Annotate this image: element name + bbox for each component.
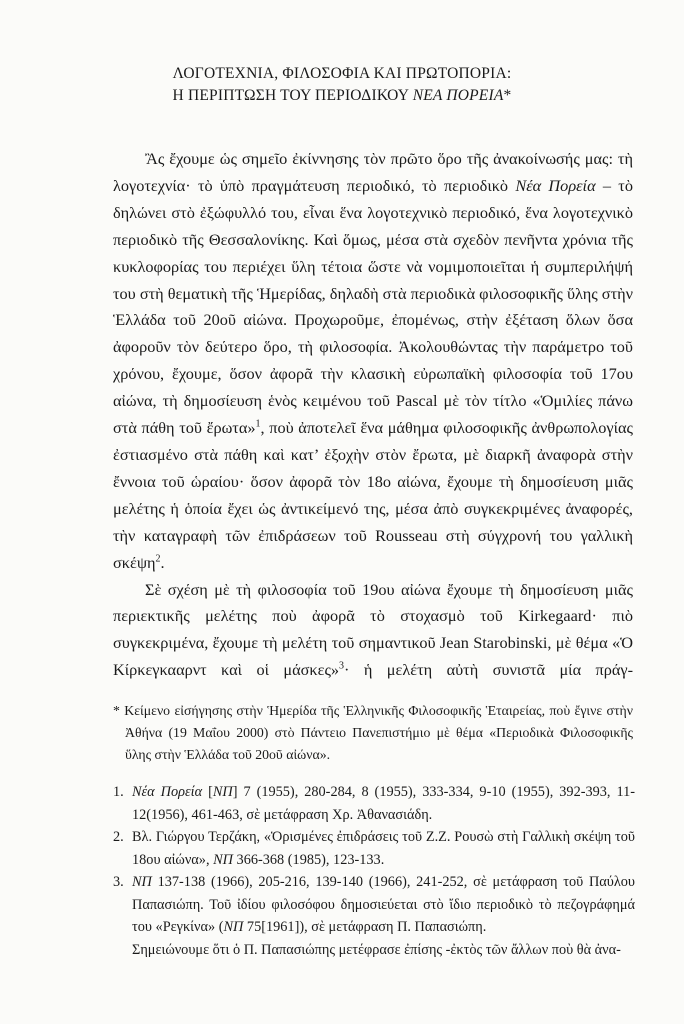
footnote-ref-2[interactable]: 2 <box>155 553 161 565</box>
journal-name: ΝΕΑ ΠΟΡΕΙΑ <box>412 87 504 104</box>
footnote-1-mid: [ <box>202 784 213 800</box>
footnote-3-rest-b: 75[1961]), σὲ μετάφραση Π. Παπασιώπη. <box>243 919 487 935</box>
footnote-number: 1. <box>113 784 124 800</box>
footnote-2 <box>113 826 635 871</box>
paragraph-1-text-c: , ποὺ ἀποτελεῖ ἕνα μάθημα φιλοσοφικῆς ἀνθρωπολογίας ἐστιασμένο στὰ πάθη καὶ κατ’ ἐξοχὴν στὸν ἔρωτα, μὲ διαρκῆ ἀναφορὰ στὴν ἔννοια τοῦ ὡραίου· ὅσον ἀφορᾶ τὸν 18ο αἰώνα, ἔχουμε τὴ δημοσίευση μιᾶς μελέτης ἡ ὁποία ἔχει ὡς ἀντικείμενό της, μέσα ἀπὸ συγκεκριμένες ἀναφορές, τὴν καταγραφὴ τῶν ἐπιδράσεων τοῦ Rousseau στὴ σύγχρονή του γαλλικὴ σκέψη <box>113 418 633 572</box>
paragraph-2-text-b: · ἡ μελέτη αὐτὴ συνιστᾶ μία πράγ- <box>344 660 633 680</box>
paragraph-2-text-a: Σὲ σχέση μὲ τὴ φιλοσοφία τοῦ 19ου αἰώνα ἔχουμε τὴ δημοσίευση μιᾶς περιεκτικῆς μελέτης ποὺ ἀφορᾶ τὸ στοχασμὸ τοῦ Kirkegaard· πιὸ συγκεκριμένα, ἔχουμε τὴ μελέτη τοῦ σημαντικοῦ Jean Starobinski, μὲ θέμα «Ὁ Κίρκεγκααρντ καὶ οἱ μάσκες» <box>113 579 633 680</box>
paragraph-1-text-d: . <box>160 552 165 572</box>
title-line-1: ΛΟΓΟΤΕΧΝΙΑ, ΦΙΛΟΣΟΦΙΑ ΚΑΙ ΠΡΩΤΟΠΟΡΙΑ: <box>172 65 512 82</box>
footnote-3-continuation: Σημειώνουμε ὅτι ὁ Π. Παπασιώπης μετέφρασε ἐπίσης -ἐκτὸς τῶν ἄλλων ποὺ θὰ ἀνα- <box>132 941 621 958</box>
footnote-ref-1[interactable]: 1 <box>255 418 261 430</box>
footnote-3-italic-2: ΝΠ <box>223 919 244 935</box>
title-line-2-text: Η ΠΕΡΙΠΤΩΣΗ ΤΟΥ ΠΕΡΙΟΔΙΚΟΥ <box>172 87 413 104</box>
footnote-3-italic: ΝΠ <box>132 874 152 890</box>
footnote-3 <box>113 871 635 939</box>
asterisk-footnote: * Κείμενο εἰσήγησης στὴν Ἡμερίδα τῆς Ἑλληνικῆς Φιλοσοφικῆς Ἑταιρείας, ποὺ ἔγινε στὴν Ἀθήνα (19 Μαΐου 2000) στὸ Πάντειο Πανεπιστήμιο μὲ θέμα «Περιοδικὰ Φιλοσοφικῆς ὕλης στὴν Ἑλλάδα τοῦ 20οῦ αἰώνα». <box>113 703 633 762</box>
footnote-number: 2. <box>113 829 124 845</box>
paragraph-1-text-b: – τὸ δηλώνει στὸ ἐξώφυλλό του, εἶναι ἕνα λογοτεχνικὸ περιοδικό, ἕνα λογοτεχνικὸ περιοδικὸ τῆς Θεσσαλονίκης. Καὶ ὅμως, μέσα στὰ σχεδὸν πενῆντα χρόνια τῆς κυκλοφορίας του περιέχει ὕλη τέτοια ὥστε νὰ νομιμοποιεῖται ἡ συμπεριλήψή του στὴ θεματικὴ τῆς Ἡμερίδας, δηλαδὴ στὰ περιοδικὰ φιλοσοφικῆς ὕλης στὴν Ἑλλάδα τοῦ 20οῦ αἰώνα. Προχωροῦμε, ἐπομένως, στὴν ἐξέταση ὅλων ὅσα ἀφοροῦν τὸν δεύτερο ὅρο, τὴ φιλοσοφία. Ἀκολουθώντας τὴν παράμετρο τοῦ χρόνου, ἔχουμε, ὅσον ἀφορᾶ τὴν κλασικὴ εὐρωπαϊκὴ φιλοσοφία τοῦ 17ου αἰώνα, τὴ δημοσίευση ἑνὸς κειμένου τοῦ Pascal μὲ τὸν τίτλο «Ὁμιλίες πάνω στὰ πάθη τοῦ ἔρωτα» <box>113 175 633 438</box>
paragraph-1 <box>113 146 633 577</box>
title-asterisk: * <box>503 87 512 104</box>
footnote-1-italic-2: ΝΠ <box>212 784 233 800</box>
footnote-1-italic: Νέα Πορεία <box>132 784 203 800</box>
footnote-text <box>132 871 635 939</box>
footnote-2-pre: Βλ. Γιώργου Τερζάκη, «Ὁρισμένες ἐπιδράσεις τοῦ Ζ.Ζ. Ρουσὼ στὴ Γαλλικὴ σκέψη τοῦ 18ου αἰώνα», <box>132 829 635 868</box>
paragraph-1-text-a: Ἂς ἔχουμε ὡς σημεῖο ἐκίννησης τὸν πρῶτο ὅρο τῆς ἀνακοίνωσής μας: τὴ λογοτεχνία· τὸ ὑπὸ πραγμάτευση περιοδικό, τὸ περιοδικὸ <box>113 149 633 195</box>
footnotes <box>113 781 635 961</box>
footnote-1-rest: ] 7 (1955), 280-284, 8 (1955), 333-334, 9-10 (1955), 392-393, 11-12(1956), 461-463, σὲ μετάφραση Χρ. Ἀθανασιάδη. <box>132 784 635 823</box>
footnote-2-italic: ΝΠ <box>213 851 233 868</box>
paragraph-2 <box>113 577 633 685</box>
footnote-3-rest-a: 137-138 (1966), 205-216, 139-140 (1966), 241-252, σὲ μετάφραση τοῦ Παύλου Παπασιώπη. Τοῦ ἰδίου φιλοσόφου δημοσιεύεται στὸ ἴδιο περιοδικὸ τὸ πεζογράφημά του «Ρεγκίνα» ( <box>132 874 635 935</box>
title-line-2 <box>0 85 684 107</box>
page-title <box>0 63 684 107</box>
footnote-text <box>132 781 635 826</box>
footnote-text <box>132 826 635 871</box>
footnote-ref-3[interactable]: 3 <box>339 660 345 672</box>
footnote-number: 3. <box>113 874 124 890</box>
journal-name-inline: Νέα Πορεία <box>515 175 596 195</box>
footnote-2-rest: 366-368 (1985), 123-133. <box>232 851 385 868</box>
footnote-1 <box>113 781 635 826</box>
main-text <box>113 146 633 684</box>
